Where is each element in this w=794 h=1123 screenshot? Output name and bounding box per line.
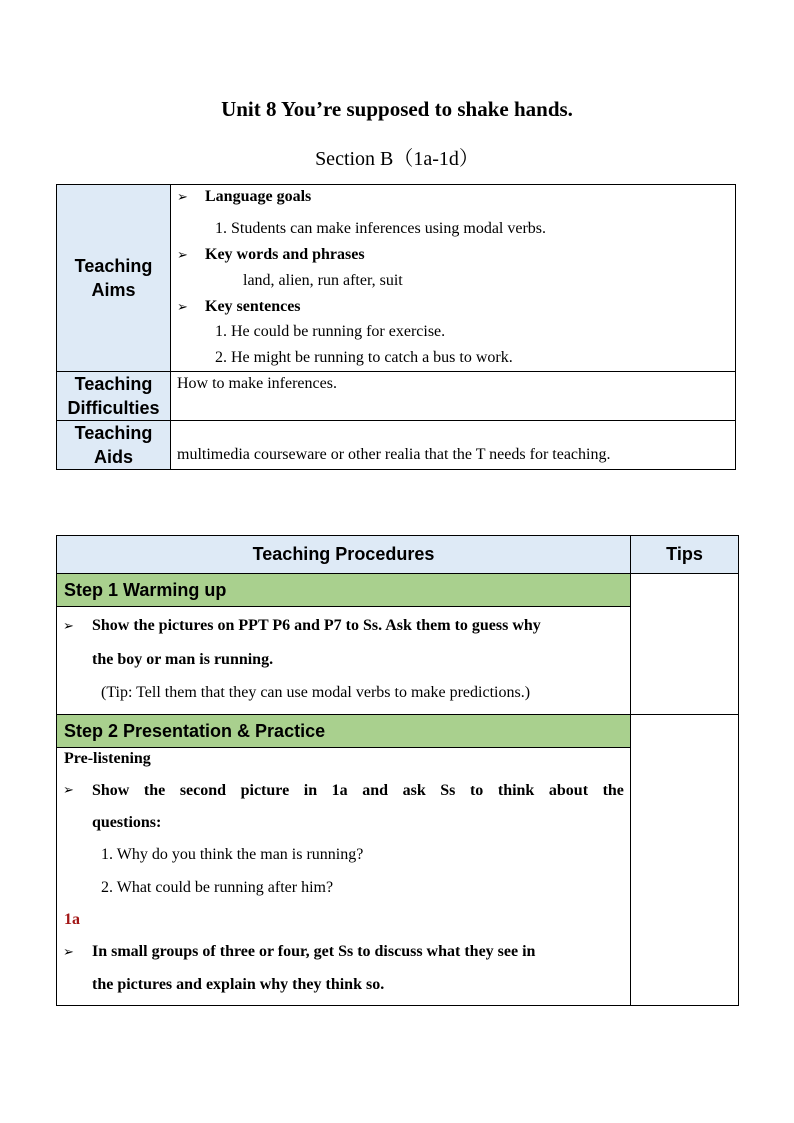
activity-label-1a: 1a bbox=[64, 911, 80, 928]
procedures-header: Teaching Procedures bbox=[57, 536, 631, 574]
bullet1-justified-line: Show the second picture in 1a and ask Ss to think about the bbox=[92, 782, 624, 799]
step1-tips-cell bbox=[631, 574, 739, 715]
step2-cell bbox=[57, 715, 631, 1006]
step1-bullet-continuation: the boy or man is running. bbox=[92, 651, 274, 668]
teaching-difficulties-content bbox=[171, 372, 736, 421]
step2-bullet1 bbox=[63, 782, 624, 800]
teaching-aids-row bbox=[57, 421, 736, 470]
document-title: Unit 8 You’re supposed to shake hands. bbox=[221, 97, 573, 121]
step1-content bbox=[57, 607, 630, 714]
teaching-aids-label bbox=[57, 421, 171, 470]
teaching-aims-label bbox=[57, 185, 171, 372]
language-goals-heading: ➢ Language goals bbox=[171, 187, 311, 207]
step2-bullet1-continuation: questions: bbox=[92, 814, 162, 831]
step1-title: Step 1 Warming up bbox=[57, 574, 630, 607]
step1-row bbox=[57, 574, 739, 715]
key-sentence-item: 1. He could be running for exercise. bbox=[215, 323, 446, 340]
language-goal-item: 1. Students can make inferences using modal verbs. bbox=[215, 220, 547, 237]
step2-tips-cell bbox=[631, 715, 739, 1006]
label-line: Teaching bbox=[74, 256, 153, 276]
key-sentence-item: 2. He might be running to catch a bus to work. bbox=[215, 349, 513, 366]
difficulties-text: How to make inferences. bbox=[177, 375, 337, 392]
step2-content bbox=[57, 748, 630, 1005]
step2-bullet2: ➢ In small groups of three or four, get Ss to discuss what they see in bbox=[63, 943, 536, 960]
arrowhead-bullet-icon: ➢ bbox=[177, 189, 188, 204]
arrowhead-bullet-icon: ➢ bbox=[177, 247, 188, 262]
arrowhead-bullet-icon: ➢ bbox=[63, 618, 74, 633]
label-line: Teaching bbox=[74, 374, 153, 394]
teaching-aims-content bbox=[171, 185, 736, 372]
teaching-aims-table bbox=[56, 184, 736, 470]
question-item: 2. What could be running after him? bbox=[101, 879, 334, 896]
teaching-difficulties-row bbox=[57, 372, 736, 421]
teaching-aims-row bbox=[57, 185, 736, 372]
key-words-heading: ➢ Key words and phrases bbox=[171, 245, 365, 265]
step2-row bbox=[57, 715, 739, 1006]
label-line: Aims bbox=[91, 280, 136, 300]
key-words-list: land, alien, run after, suit bbox=[243, 272, 403, 289]
arrowhead-bullet-icon: ➢ bbox=[63, 782, 74, 797]
step2-bullet2-continuation: the pictures and explain why they think so. bbox=[92, 976, 385, 993]
key-sentences-heading: ➢ Key sentences bbox=[171, 297, 301, 317]
teaching-difficulties-label bbox=[57, 372, 171, 421]
question-item: 1. Why do you think the man is running? bbox=[101, 846, 364, 863]
teaching-procedures-table bbox=[56, 535, 739, 1006]
tips-header: Tips bbox=[631, 536, 739, 574]
arrowhead-bullet-icon: ➢ bbox=[63, 944, 74, 959]
label-line: Difficulties bbox=[67, 398, 160, 418]
pre-listening-label: Pre-listening bbox=[64, 750, 151, 767]
label-line: Teaching bbox=[74, 423, 153, 443]
procedures-header-row bbox=[57, 536, 739, 574]
label-line: Aids bbox=[93, 447, 133, 467]
arrowhead-bullet-icon: ➢ bbox=[177, 299, 188, 314]
step2-title: Step 2 Presentation & Practice bbox=[57, 715, 630, 748]
teaching-aids-content bbox=[171, 421, 736, 470]
step1-bullet: ➢ Show the pictures on PPT P6 and P7 to Ss. Ask them to guess why bbox=[63, 617, 541, 634]
section-subtitle: Section B（1a-1d） bbox=[315, 148, 479, 170]
aids-text: multimedia courseware or other realia that the T needs for teaching. bbox=[177, 446, 611, 463]
step1-tip: (Tip: Tell them that they can use modal verbs to make predictions.) bbox=[101, 684, 531, 701]
step1-cell bbox=[57, 574, 631, 715]
